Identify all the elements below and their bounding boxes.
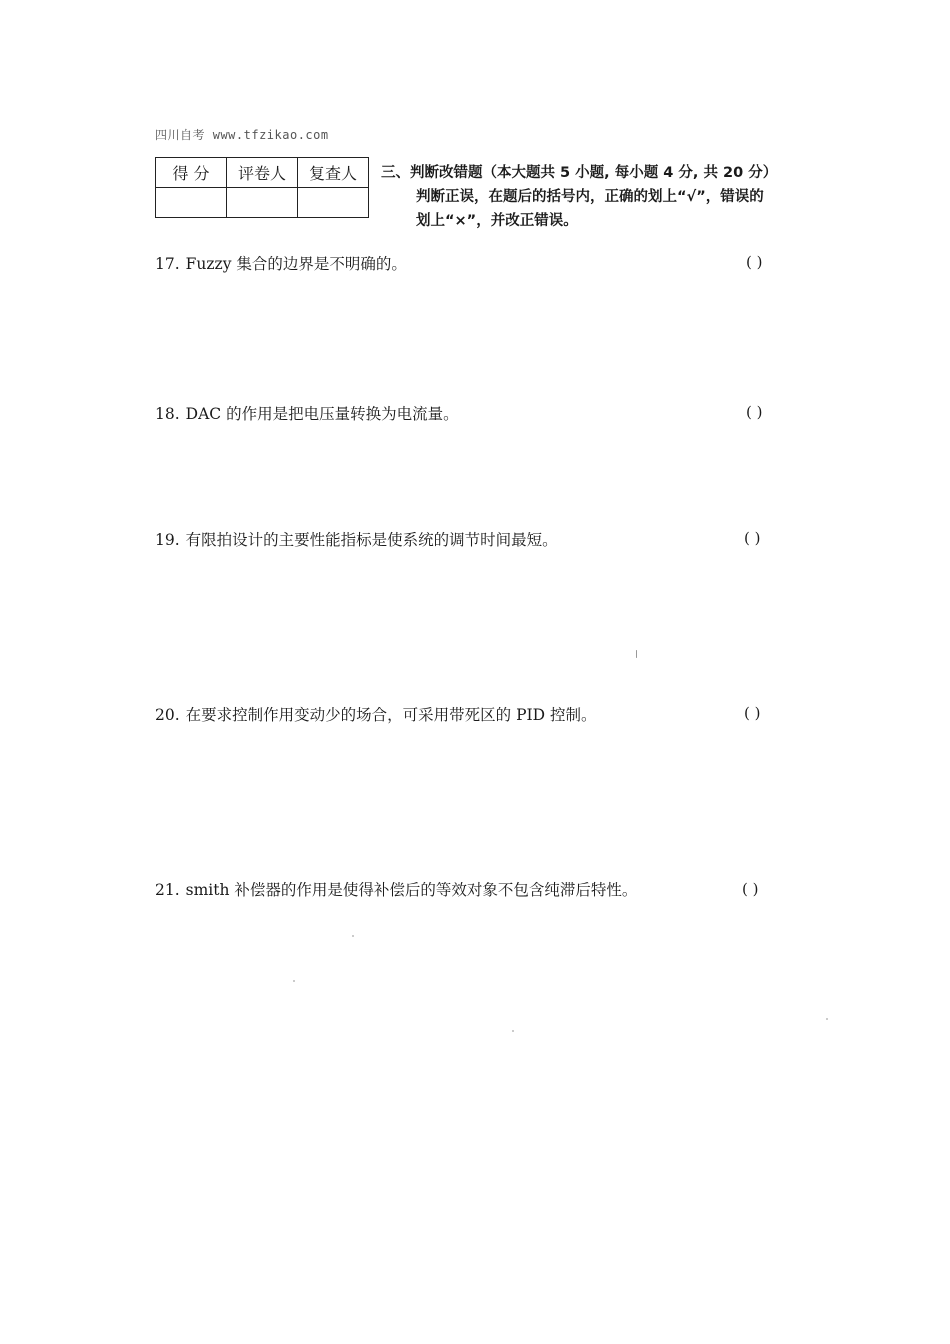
answer-bracket-21[interactable]: ( ) <box>742 880 759 898</box>
grader-entry-cell <box>227 188 298 218</box>
header-site-text: 四川自考 www.tfzikao.com <box>155 128 329 142</box>
question-number: 18. <box>155 405 180 423</box>
question-number: 17. <box>155 255 180 273</box>
question-20 <box>155 703 835 725</box>
answer-bracket-20[interactable]: ( ) <box>744 704 761 722</box>
question-19 <box>155 528 835 550</box>
scan-speck <box>826 1018 828 1020</box>
question-18 <box>155 402 835 424</box>
section-title: 三、判断改错题（本大题共 5 小题, 每小题 4 分, 共 20 分） <box>381 165 778 181</box>
reviewer-entry-cell <box>298 188 369 218</box>
reviewer-header-cell: 复查人 <box>298 158 369 188</box>
question-number: 21. <box>155 881 180 899</box>
scan-speck <box>352 935 354 937</box>
question-number: 20. <box>155 706 180 724</box>
question-text: Fuzzy 集合的边界是不明确的。 <box>185 255 407 273</box>
answer-bracket-18[interactable]: ( ) <box>746 403 763 421</box>
section-instruction-line2: 划上“×”，并改正错误。 <box>416 213 578 229</box>
question-text: 在要求控制作用变动少的场合，可采用带死区的 PID 控制。 <box>185 706 597 724</box>
score-entry-cell <box>156 188 227 218</box>
answer-bracket-17[interactable]: ( ) <box>746 253 763 271</box>
score-header-cell: 得 分 <box>156 158 227 188</box>
section-instruction-line1: 判断正误，在题后的括号内，正确的划上“√”，错误的 <box>416 189 764 205</box>
answer-bracket-19[interactable]: ( ) <box>744 529 761 547</box>
score-table-entry-row <box>156 188 369 218</box>
question-text: DAC 的作用是把电压量转换为电流量。 <box>185 405 459 423</box>
score-table-header-row <box>156 158 369 188</box>
score-table <box>155 157 369 218</box>
question-text: 有限拍设计的主要性能指标是使系统的调节时间最短。 <box>185 531 558 549</box>
question-text: smith 补偿器的作用是使得补偿后的等效对象不包含纯滞后特性。 <box>185 881 638 899</box>
scan-mark <box>636 650 637 658</box>
section-heading <box>381 161 841 233</box>
scan-speck <box>512 1030 514 1032</box>
grader-header-cell: 评卷人 <box>227 158 298 188</box>
question-number: 19. <box>155 531 180 549</box>
question-21 <box>155 878 835 900</box>
scan-speck <box>293 980 295 982</box>
question-17 <box>155 252 835 274</box>
